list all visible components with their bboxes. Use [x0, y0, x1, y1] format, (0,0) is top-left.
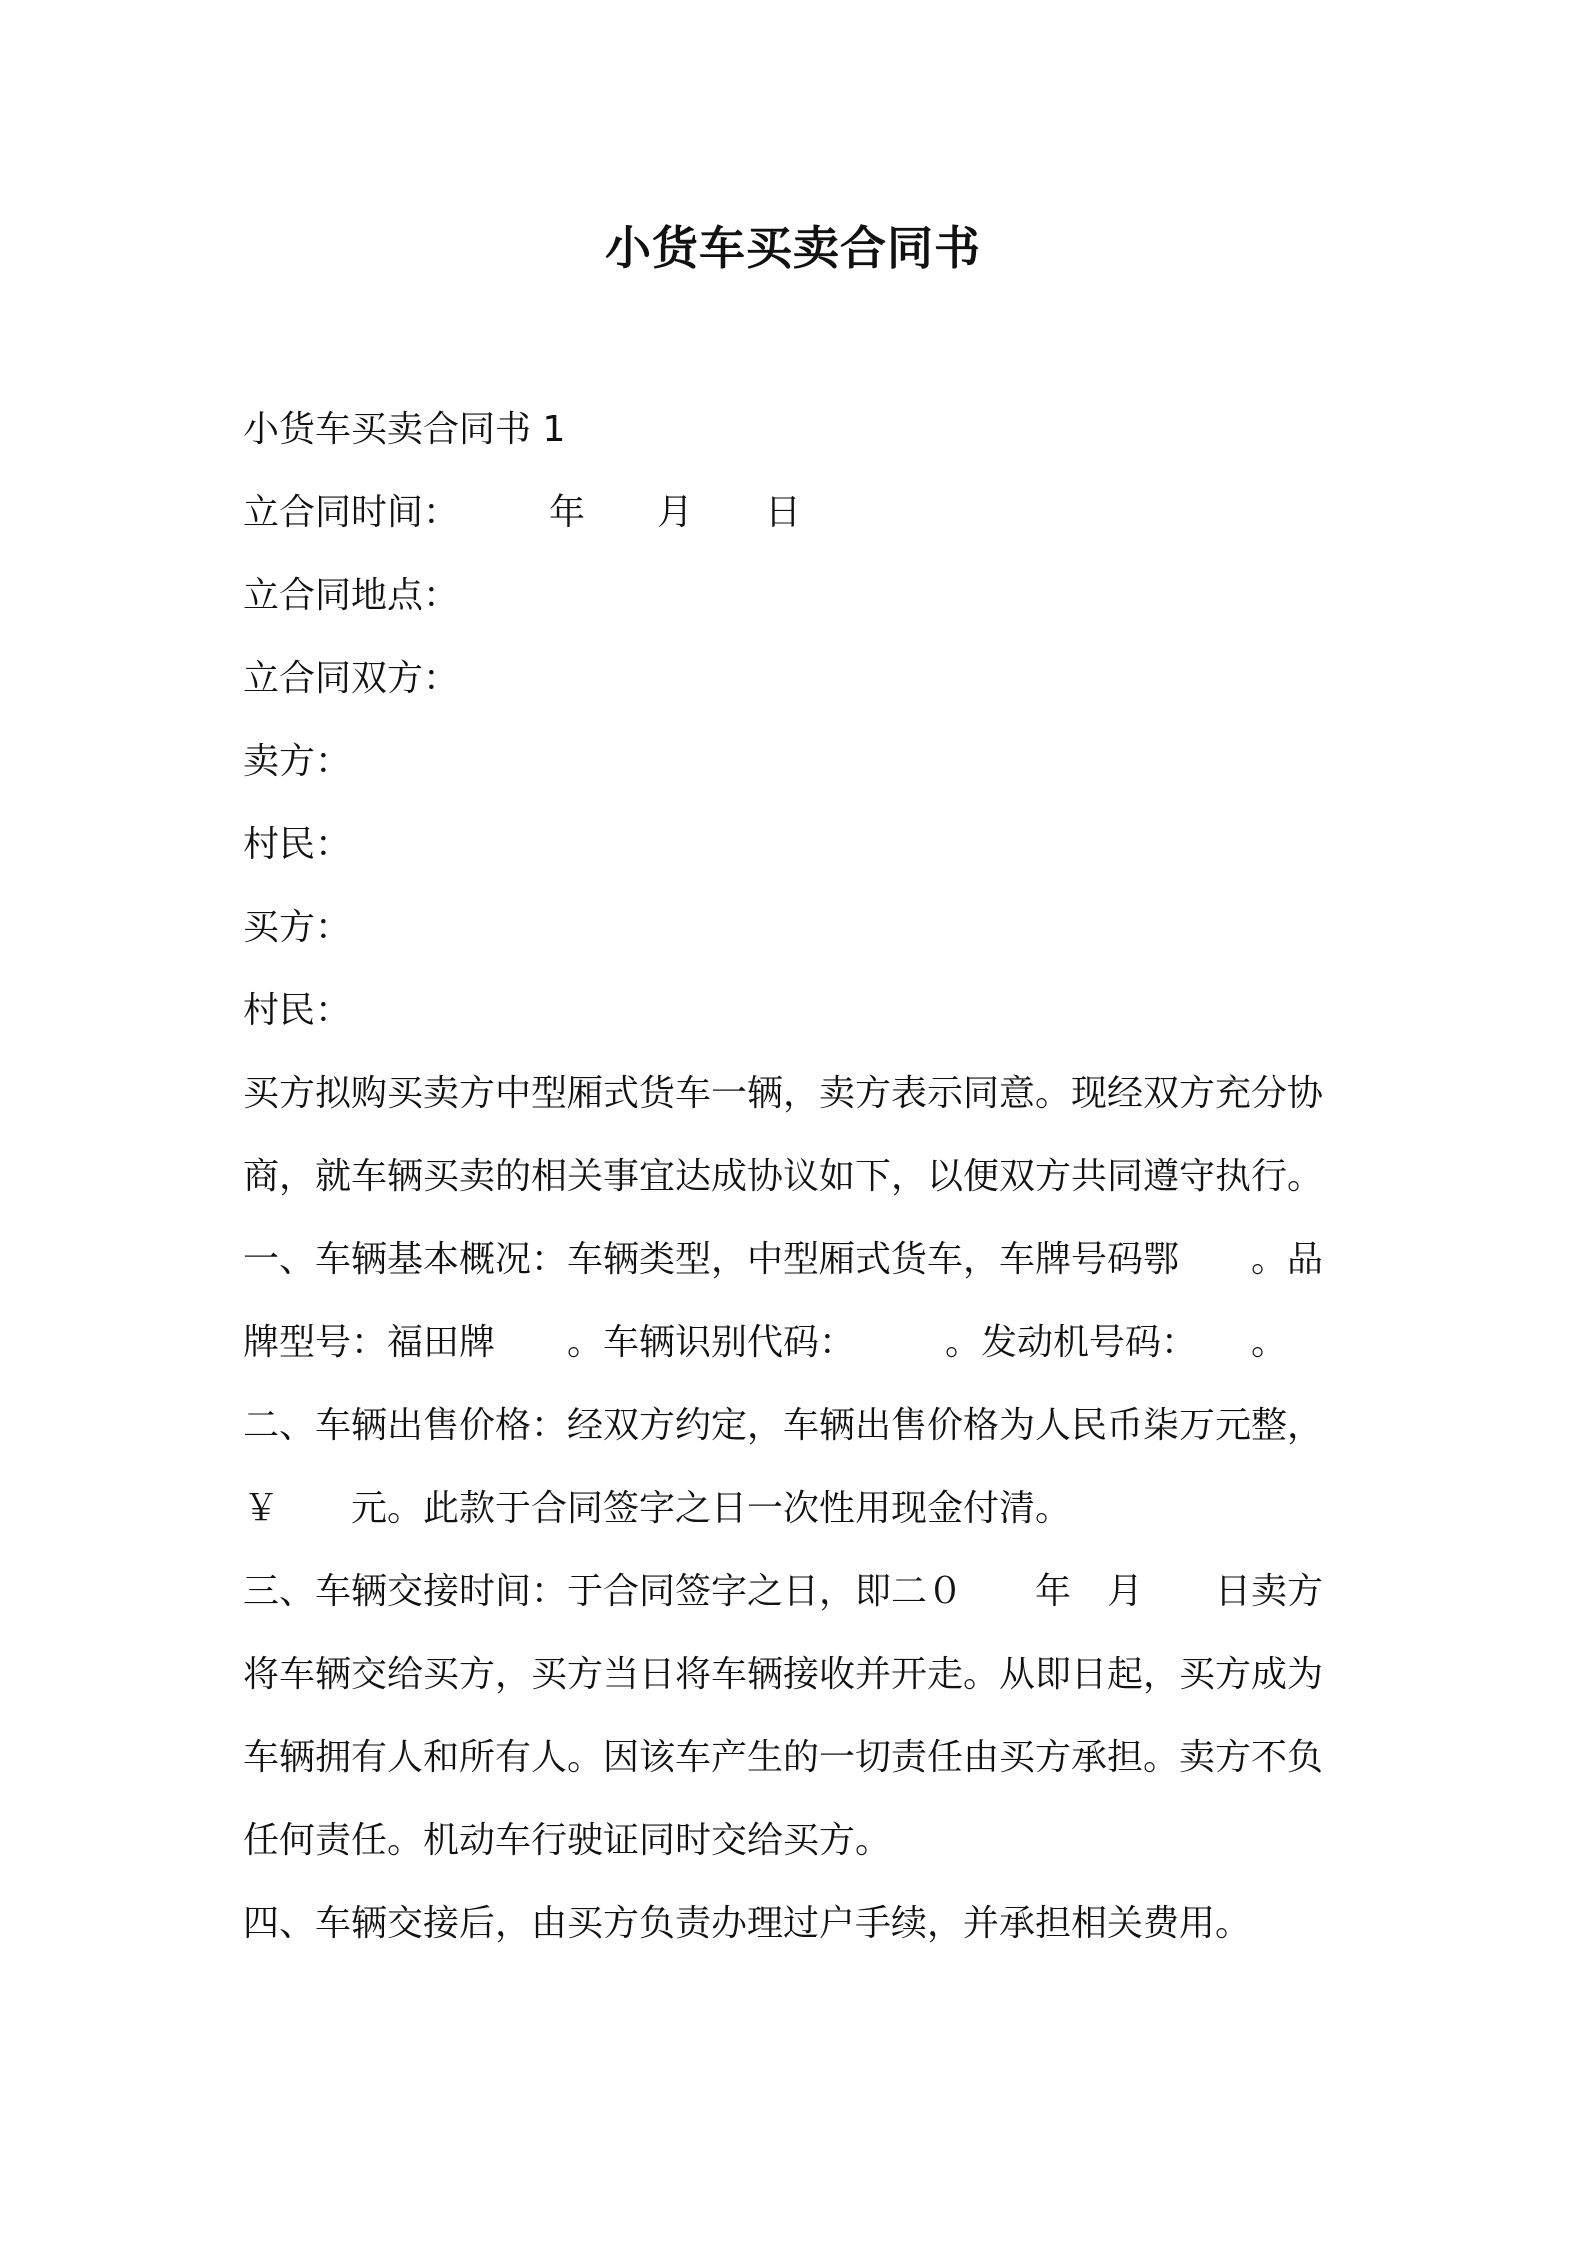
body-line: 三、车辆交接时间：于合同签字之日，即二０ 年 月 日卖方	[243, 1571, 1324, 1612]
buyer-line: 买方：	[243, 907, 352, 948]
seller-line: 卖方：	[243, 741, 352, 782]
body-line: 任何责任。机动车行驶证同时交给买方。	[243, 1820, 892, 1861]
subtitle-line: 小货车买卖合同书 1	[243, 409, 566, 450]
body-line: 一、车辆基本概况：车辆类型，中型厢式货车，车牌号码鄂 。品	[243, 1239, 1324, 1280]
contract-place-line: 立合同地点：	[243, 575, 460, 616]
body-line: 将车辆交给买方，买方当日将车辆接收并开走。从即日起，买方成为	[243, 1654, 1324, 1695]
buyer-villager-line: 村民：	[243, 990, 352, 1031]
contract-date-line: 立合同时间： 年 月 日	[243, 492, 802, 533]
body-line: 四、车辆交接后，由买方负责办理过户手续，并承担相关费用。	[243, 1903, 1252, 1944]
body-line: 牌型号：福田牌 。车辆识别代码： 。发动机号码： 。	[243, 1322, 1288, 1363]
body-line: 二、车辆出售价格：经双方约定，车辆出售价格为人民币柒万元整，	[243, 1405, 1324, 1446]
body-line: 商，就车辆买卖的相关事宜达成协议如下，以便双方共同遵守执行。	[243, 1156, 1324, 1197]
body-line: 车辆拥有人和所有人。因该车产生的一切责任由买方承担。卖方不负	[243, 1737, 1324, 1778]
document-title: 小货车买卖合同书	[605, 221, 981, 275]
body-line: ￥ 元。此款于合同签字之日一次性用现金付清。	[243, 1488, 1072, 1529]
body-line: 买方拟购买卖方中型厢式货车一辆，卖方表示同意。现经双方充分协	[243, 1073, 1324, 1114]
contract-parties-line: 立合同双方：	[243, 658, 460, 699]
seller-villager-line: 村民：	[243, 824, 352, 865]
